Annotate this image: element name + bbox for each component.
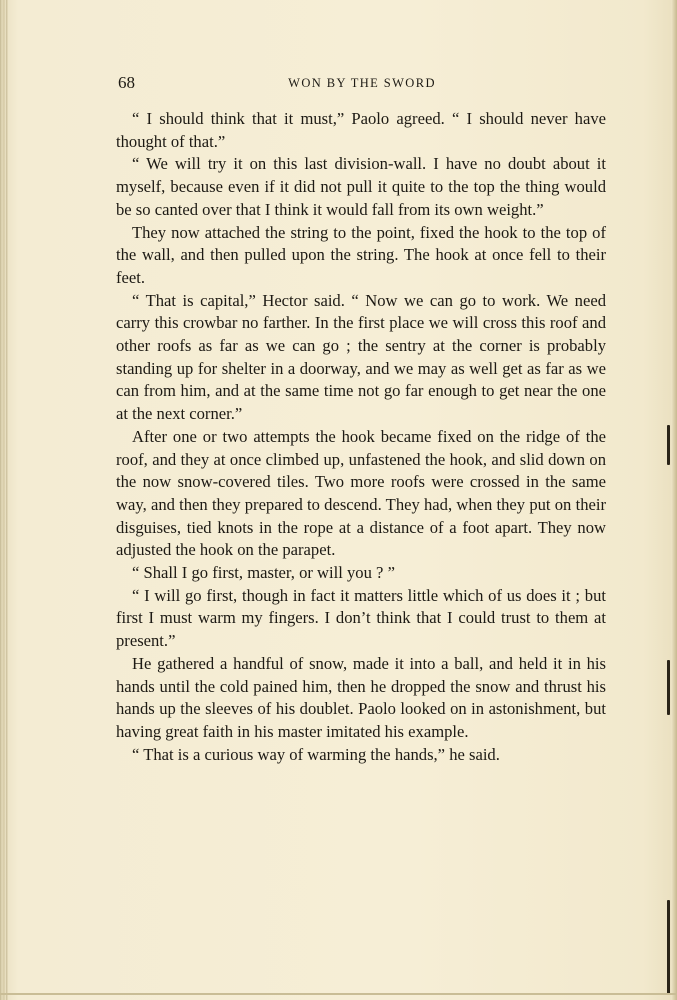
paragraph: “ I should think that it must,” Paolo agreed. “ I should never have thought of that.” bbox=[116, 109, 606, 151]
page-bottom-edge bbox=[0, 993, 677, 995]
page-left-edge bbox=[0, 0, 8, 1000]
body-text bbox=[116, 108, 606, 766]
edge-mark bbox=[667, 660, 670, 715]
page-number: 68 bbox=[118, 73, 135, 92]
paragraph: He gathered a handful of snow, made it into a ball, and held it in his hands until the cold pained him, then he dropped the snow and thrust his hands up the sleeves of his doublet. Paolo looked on in astonishment, but having great faith in his master imitated his example. bbox=[116, 653, 606, 741]
page-right-edge bbox=[671, 0, 677, 1000]
paragraph: “ We will try it on this last division-wall. I have no doubt about it myself, because even if it did not pull it quite to the top the thing would be so canted over that I think it would fall from its own weight.” bbox=[116, 154, 606, 219]
paragraph: They now attached the string to the point, fixed the hook to the top of the wall, and then pulled upon the string. The hook at once fell to their feet. bbox=[116, 222, 606, 287]
edge-mark bbox=[667, 900, 670, 995]
running-head bbox=[118, 73, 606, 97]
paragraph: “ I will go first, though in fact it matters little which of us does it ; but first I must warm my fingers. I don’t think that I could trust to them at present.” bbox=[116, 585, 606, 651]
edge-mark bbox=[667, 425, 670, 465]
paragraph: “ That is a curious way of warming the hands,” he said. bbox=[132, 744, 500, 764]
paragraph: “ That is capital,” Hector said. “ Now we can go to work. We need carry this crowbar no farther. In the first place we will cross this roof and other roofs as far as we can go ; the sentry at the corner is probably standing up for shelter in a doorway, and we may as well get as far as we can from him, and at the same time not go far enough to get near the one at the next corner.” bbox=[116, 290, 606, 424]
paragraph: After one or two attempts the hook became fixed on the ridge of the roof, and they at once climbed up, unfastened the hook, and slid down on the now snow-covered tiles. Two more roofs were crossed in the same way, and then they prepared to descend. They had, when they put on their disguises, tied knots in the rope at a distance of a foot apart. They now adjusted the hook on the parapet. bbox=[116, 426, 606, 560]
running-title: WON BY THE SWORD bbox=[288, 76, 436, 90]
paragraph: “ Shall I go first, master, or will you ? ” bbox=[132, 563, 395, 583]
